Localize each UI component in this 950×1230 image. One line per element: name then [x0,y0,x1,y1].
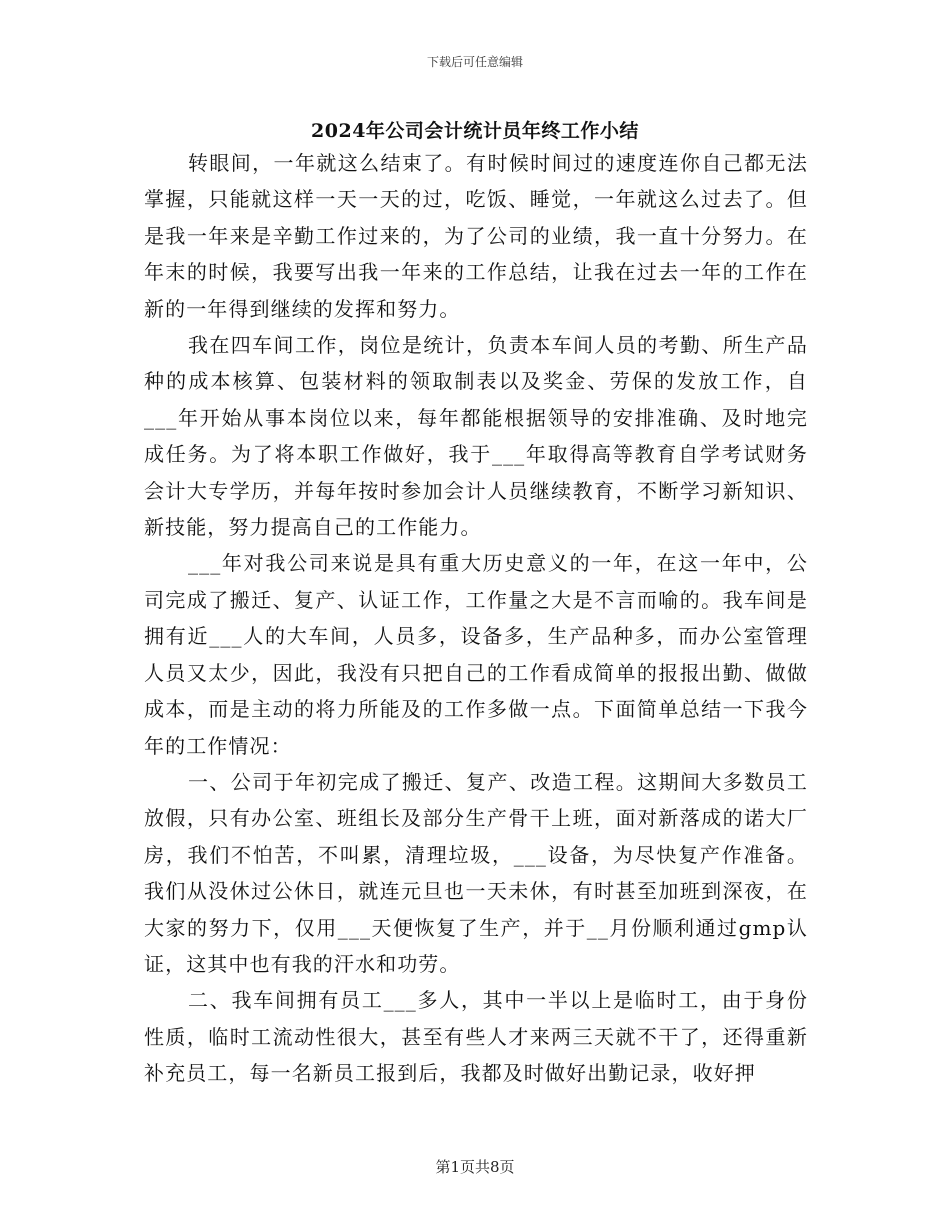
paragraph-position: 我在四车间工作，岗位是统计，负责本车间人员的考勤、所生产品种的成本核算、包装材料的领取制表以及奖金、劳保的发放工作，自___年开始从事本岗位以来，每年都能根据领导的安排准确、及时地完成任务。为了将本职工作做好，我于___年取得高等教育自学考试财务会计大专学历，并每年按时参加会计人员继续教育，不断学习新知识、新技能，努力提高自己的工作能力。 [144,333,808,540]
paragraph-intro: 转眼间，一年就这么结束了。有时候时间过的速度连你自己都无法掌握，只能就这样一天一天的过，吃饭、睡觉，一年就这么过去了。但是我一年来是辛勤工作过来的，为了公司的业绩，我一直十分努力。在年末的时候，我要写出我一年来的工作总结，让我在过去一年的工作在新的一年得到继续的发挥和努力。 [144,151,808,321]
header-note: 下载后可任意编辑 [426,55,523,69]
page-number-footer: 第1页共8页 [435,1158,515,1176]
paragraph-year-overview: ___年对我公司来说是具有重大历史意义的一年，在这一年中，公司完成了搬迁、复产、认证工作，工作量之大是不言而喻的。我车间是拥有近___人的大车间，人员多，设备多，生产品种多，而办公室管理人员又太少，因此，我没有只把自己的工作看成简单的报报出勤、做做成本，而是主动的将力所能及的工作多做一点。下面简单总结一下我今年的工作情况： [144,551,808,758]
paragraph-item-one: 一、公司于年初完成了搬迁、复产、改造工程。这期间大多数员工放假，只有办公室、班组长及部分生产骨干上班，面对新落成的诺大厂房，我们不怕苦，不叫累，清理垃圾，___设备，为尽快复产作准备。我们从没休过公休日，就连元旦也一天未休，有时甚至加班到深夜，在大家的努力下，仅用___天便恢复了生产，并于__月份顺利通过gmp认证，这其中也有我的汗水和功劳。 [144,769,808,976]
paragraph-item-two: 二、我车间拥有员工___多人，其中一半以上是临时工，由于身份性质，临时工流动性很大，甚至有些人才来两三天就不干了，还得重新补充员工，每一名新员工报到后，我都及时做好出勤记录，收好押 [144,988,808,1086]
document-body [144,145,808,1092]
document-title: 2024年公司会计统计员年终工作小结 [311,120,639,142]
